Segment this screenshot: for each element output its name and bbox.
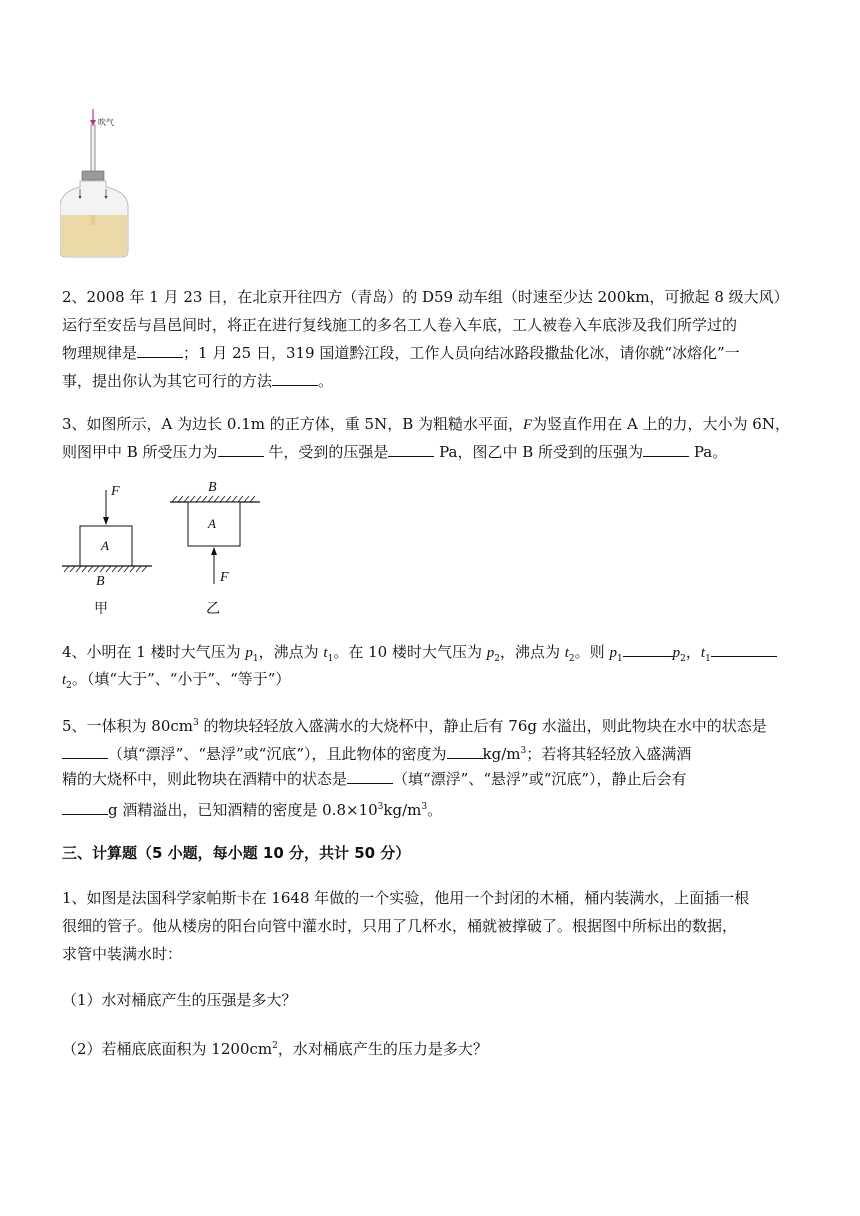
q4-t2: t: [564, 645, 569, 661]
q4-comma: ，: [685, 643, 701, 661]
q3-line2: [62, 442, 727, 462]
q4-text-1: 4、小明在 1 楼时大气压为: [62, 643, 246, 661]
q4-p2b-sub: 2: [680, 654, 686, 664]
bottle-drawing: [60, 105, 140, 260]
q5-blank-4[interactable]: [62, 800, 108, 815]
c1-sub2-text-a: （2）若桶底底面积为 1200cm: [62, 1040, 273, 1058]
q2-line3-text-a: 物理规律是: [62, 344, 138, 362]
q5-line1-text-b: 的物块轻轻放入盛满水的大烧杯中，静止后有 76g 水溢出，则此物块在水中的状态是: [198, 717, 767, 735]
q5-line1-sup: 3: [193, 718, 199, 728]
q5-line2-text-b: kg/m: [482, 745, 521, 763]
q4-t2b-sub: 2: [66, 681, 72, 691]
q4-text-6: 。（填“大于”、“小于”、“等于”）: [71, 670, 291, 688]
q4-p1b: p: [609, 645, 617, 661]
jia-caption: 甲: [94, 601, 108, 617]
q3-blank-2[interactable]: [388, 442, 434, 457]
q4-p1b-sub: 1: [616, 654, 623, 664]
q2-line1: 2、2008 年 1 月 23 日，在北京开往四方（青岛）的 D59 动车组（时速至少达 200km，可掀起 8 级大风）: [62, 288, 789, 306]
q4-line2: [62, 669, 290, 696]
q5-line2: [62, 741, 691, 764]
q2-line4-text-b: 。: [318, 372, 334, 390]
q3-line2-text-d: Pa。: [693, 443, 728, 461]
q5-line1: [62, 713, 767, 736]
q3-line1: [62, 414, 790, 435]
c1-subquestion-1: （1）水对桶底产生的压强是多大？: [62, 991, 297, 1009]
q2-line4-text-a: 事，提出你认为其它可行的方法: [62, 372, 273, 390]
c1-sub2-text-b: ，水对桶底产生的压力是多大？: [277, 1040, 488, 1058]
q4-blank-1[interactable]: [623, 642, 673, 657]
q3-blank-3[interactable]: [643, 442, 689, 457]
q5-line4-sup-1: 3: [377, 802, 384, 812]
yi-B-label: B: [208, 480, 217, 495]
q2-line3-text-b: ；1 月 25 日，319 国道黔江段，工作人员向结冰路段撒盐化冰，请你就“冰熔化”一: [183, 344, 740, 362]
blow-label: 吹气: [98, 118, 114, 127]
q5-blank-2[interactable]: [447, 744, 483, 759]
q4-p1-sub: 1: [252, 654, 259, 664]
q4-t1: t: [323, 645, 328, 661]
q4-t1b-sub: 1: [705, 654, 711, 664]
yi-A-label: A: [208, 516, 216, 531]
c1-line1: 1、如图是法国科学家帕斯卡在 1648 年做的一个实验，他用一个封闭的木桶，桶内装满水，上面插一根: [62, 889, 750, 907]
q5-line2-text-a: （填“漂浮”、“悬浮”或“沉底”），且此物体的密度为: [108, 745, 447, 763]
q5-line3-text-b: （填“漂浮”、“悬浮”或“沉底”），静止后会有: [393, 770, 687, 788]
c1-line2: 很细的管子。他从楼房的阳台向管中灌水时，只用了几杯水，桶就被撑破了。根据图中所标出的数据，: [62, 917, 738, 935]
jia-F-label: F: [111, 484, 120, 499]
q4-text-4: ，沸点为: [499, 643, 565, 661]
c1-line3: 求管中装满水时：: [62, 945, 183, 963]
q5-line4-text-c: 。: [427, 801, 443, 819]
q4-t1-sub: 1: [327, 654, 334, 664]
q2-blank-1[interactable]: [137, 343, 183, 358]
c1-subquestion-2: [62, 1036, 488, 1059]
q3-line1-text-a: 3、如图所示，A 为边长 0.1m 的正方体，重 5N，B 为粗糙水平面，: [62, 415, 523, 433]
q4-text-3: 。在 10 楼时大气压为: [333, 643, 487, 661]
q5-line4-text-a: g 酒精溢出，已知酒精的密度是 0.8×10: [108, 801, 378, 819]
q3-line2-text-b: 牛，受到的压强是: [268, 443, 389, 461]
q3-line2-text-a: 则图甲中 B 所受压力为: [62, 443, 218, 461]
q5-blank-1[interactable]: [62, 744, 108, 759]
q4-t1b: t: [700, 645, 706, 661]
yi-caption: 乙: [206, 601, 220, 617]
q3-blank-1[interactable]: [218, 442, 264, 457]
q5-line3-text-a: 精的大烧杯中，则此物块在酒精中的状态是: [62, 770, 348, 788]
section-title: 三、计算题（5 小题，每小题 10 分，共计 50 分）: [62, 844, 411, 862]
q5-line3: [62, 769, 687, 789]
q4-blank-2[interactable]: [711, 642, 777, 657]
q5-line4-sup-2: 3: [421, 802, 428, 812]
q5-blank-3[interactable]: [347, 769, 393, 784]
yi-F-label: F: [220, 570, 229, 585]
q2-line4: [62, 371, 333, 391]
q4-p2: p: [486, 645, 495, 661]
q4-text-2: ，沸点为: [258, 643, 324, 661]
q4-p1: p: [245, 645, 253, 661]
q4-text-5: 。则: [574, 643, 610, 661]
jia-A-label: A: [101, 538, 109, 553]
q2-line3: [62, 343, 740, 363]
q3-line1-text-b: 为竖直作用在 A 上的力，大小为 6N，: [532, 415, 790, 433]
q3-force-symbol: F: [523, 417, 533, 433]
q5-line1-text-a: 5、一体积为 80cm: [62, 717, 194, 735]
q4-t2-sub: 2: [568, 654, 575, 664]
c1-sub2-sup: 2: [272, 1041, 278, 1051]
q4-line1: [62, 642, 777, 669]
jia-B-label: B: [96, 574, 105, 589]
q5-line2-sup: 3: [520, 746, 527, 756]
q5-line2-text-c: ；若将其轻轻放入盛满酒: [526, 745, 692, 763]
q2-line2: 运行至安岳与昌邑间时，将正在进行复线施工的多名工人卷入车底，工人被卷入车底涉及我们所学过的: [62, 316, 738, 334]
q3-line2-text-c: Pa，图乙中 B 所受到的压强为: [439, 443, 644, 461]
q4-t2b: t: [62, 672, 67, 688]
bottle-figure: [60, 105, 140, 260]
q5-line4-text-b: kg/m: [383, 801, 422, 819]
q2-blank-2[interactable]: [272, 371, 318, 386]
force-drawing: [58, 480, 278, 620]
force-figure: [58, 480, 278, 620]
q4-p2b: p: [672, 645, 681, 661]
q4-p2-sub: 2: [494, 654, 500, 664]
q5-line4: [62, 797, 442, 820]
